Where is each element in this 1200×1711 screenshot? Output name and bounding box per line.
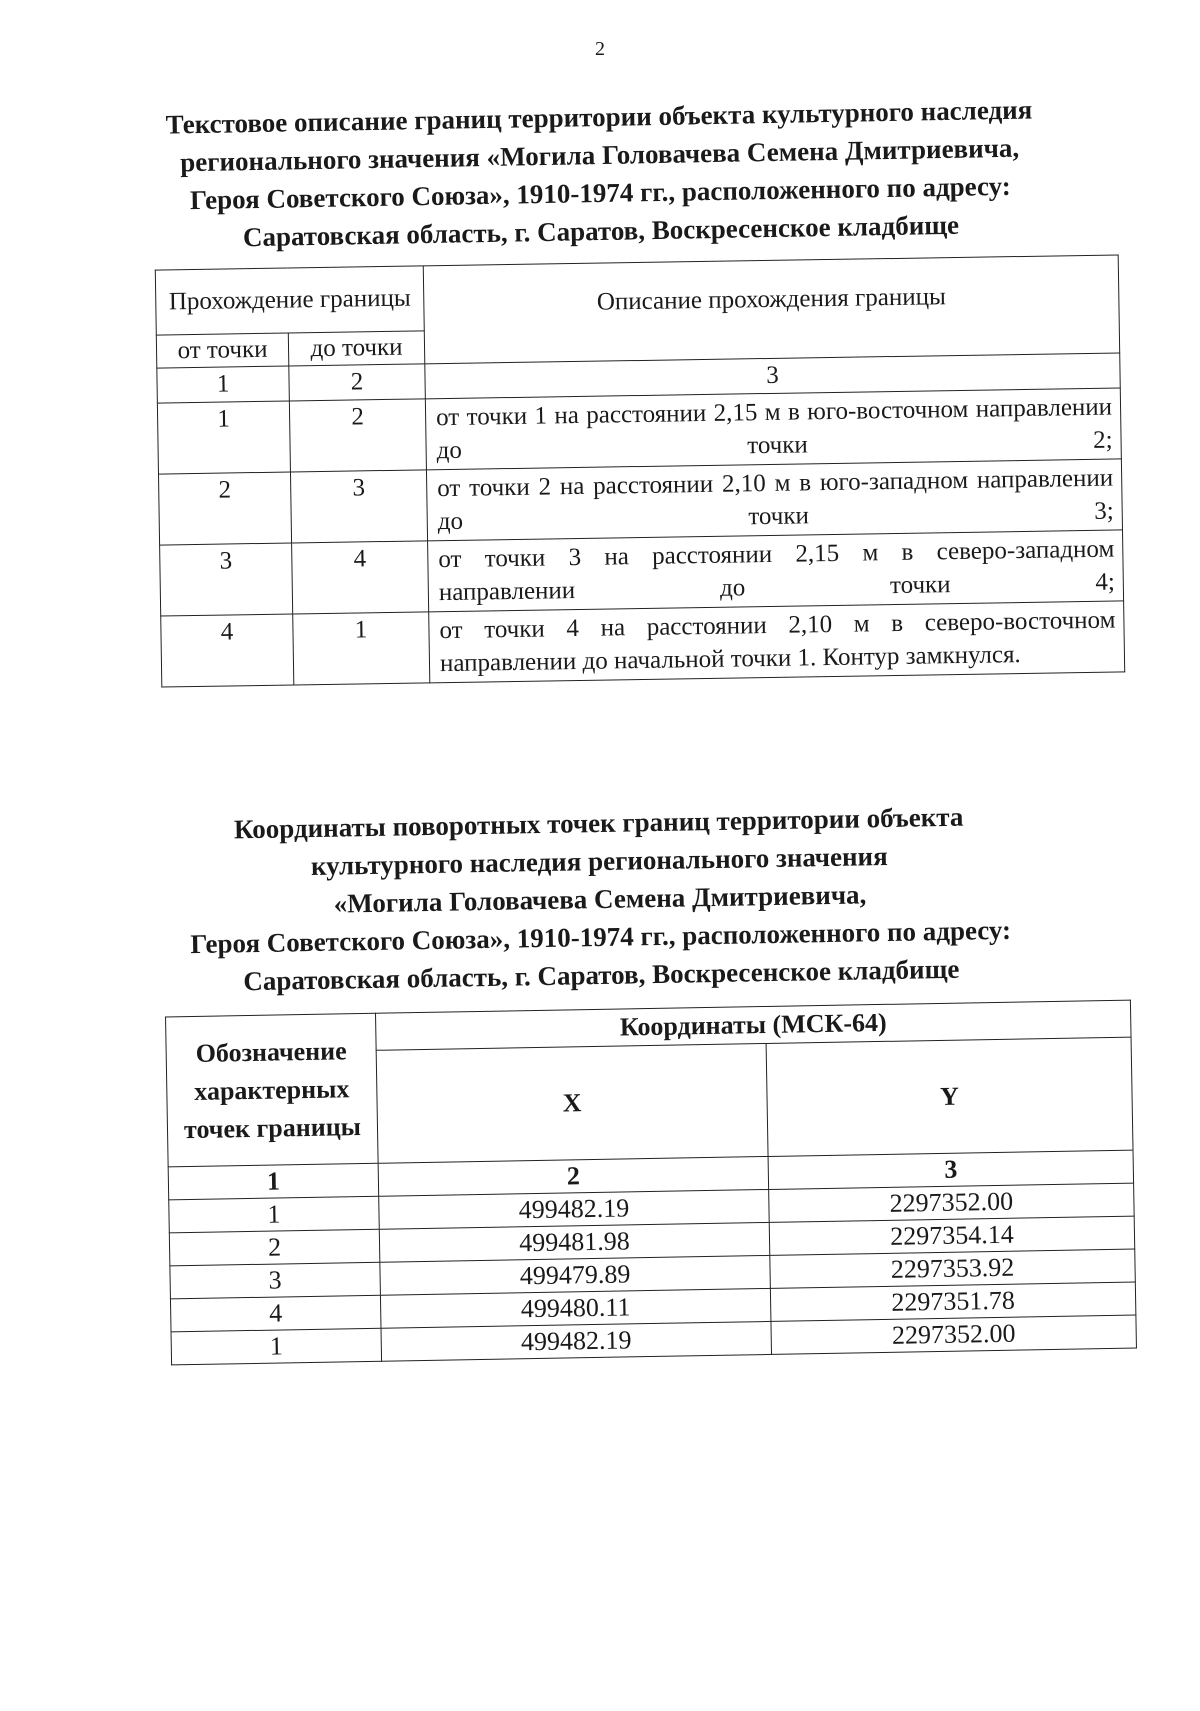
index-cell: 3 [768, 1150, 1134, 1189]
coordinates-table [165, 1000, 1137, 1366]
header-to-point: до точки [288, 331, 425, 366]
title-line: Координаты поворотных точек границ территории объекта [233, 801, 964, 845]
from-point-cell: 4 [161, 614, 294, 687]
index-cell: 2 [378, 1156, 769, 1196]
to-point-cell: 2 [289, 399, 426, 472]
header-boundary-points: Обозначение характерных точек границы [166, 1013, 379, 1167]
x-cell: 499481.98 [379, 1222, 770, 1262]
description-cell: от точки 4 на расстоянии 2,10 м в северо-восточном направлении до начальной точки 1. Контур замкнулся. [429, 601, 1125, 683]
title-line: «Могила Головачева Семена Дмитриевича, [333, 879, 867, 919]
y-cell: 2297354.14 [769, 1216, 1135, 1255]
index-cell: 2 [289, 364, 426, 401]
to-point-cell: 3 [290, 470, 427, 543]
y-cell: 2297351.78 [770, 1282, 1136, 1321]
from-point-cell: 2 [158, 472, 291, 545]
index-cell: 1 [168, 1163, 379, 1200]
table-row [161, 601, 1125, 687]
coordinates-title [98, 795, 1101, 1002]
x-cell: 499480.11 [380, 1288, 771, 1328]
title-line: Героя Советского Союза», 1910-1974 гг., расположенного по адресу: [189, 170, 1011, 216]
from-point-cell: 1 [157, 401, 290, 474]
point-cell: 2 [169, 1229, 380, 1266]
header-from-point: от точки [156, 333, 289, 368]
boundary-description-table [155, 254, 1125, 687]
title-line: Героя Советского Союза», 1910-1974 гг., расположенного по адресу: [190, 914, 1012, 960]
point-cell: 1 [171, 1328, 382, 1365]
x-cell: 499482.19 [379, 1189, 770, 1229]
page-number: 2 [595, 38, 605, 60]
title-line: регионального значения «Могила Головачева Семена Дмитриевича, [179, 132, 1020, 178]
description-cell: от точки 2 на расстоянии 2,10 м в юго-западном направлении до точки 3; [426, 459, 1122, 541]
point-cell: 1 [169, 1196, 380, 1233]
header-boundary-description: Описание прохождения границы [423, 255, 1119, 364]
header-coordinates: Координаты (МСК-64) [376, 1000, 1132, 1050]
header-y: Y [766, 1037, 1133, 1156]
index-cell: 1 [157, 366, 290, 403]
title-line: Текстовое описание границ территории объекта культурного наследия [165, 94, 1033, 140]
y-cell: 2297353.92 [770, 1249, 1136, 1288]
y-cell: 2297352.00 [771, 1315, 1137, 1354]
x-cell: 499482.19 [381, 1321, 772, 1361]
y-cell: 2297352.00 [769, 1183, 1135, 1222]
description-cell: от точки 1 на расстоянии 2,15 м в юго-восточном направлении до точки 2; [425, 388, 1121, 470]
boundary-description-title [99, 89, 1102, 258]
title-line: Саратовская область, г. Саратов, Воскресенское кладбище [243, 953, 960, 997]
point-cell: 3 [170, 1262, 381, 1299]
x-cell: 499479.89 [380, 1255, 771, 1295]
index-cell: 3 [425, 353, 1120, 399]
header-x: X [376, 1043, 768, 1163]
point-cell: 4 [170, 1295, 381, 1332]
title-line: Саратовская область, г. Саратов, Воскресенское кладбище [242, 209, 960, 253]
table-header-row [155, 255, 1119, 335]
description-cell: от точки 3 на расстоянии 2,15 м в северо-западном направлении до точки 4; [428, 530, 1124, 612]
to-point-cell: 4 [292, 541, 429, 614]
from-point-cell: 3 [160, 543, 293, 616]
header-boundary-passage: Прохождение границы [155, 266, 424, 335]
title-line: культурного наследия регионального значения [310, 840, 888, 882]
to-point-cell: 1 [293, 612, 430, 685]
